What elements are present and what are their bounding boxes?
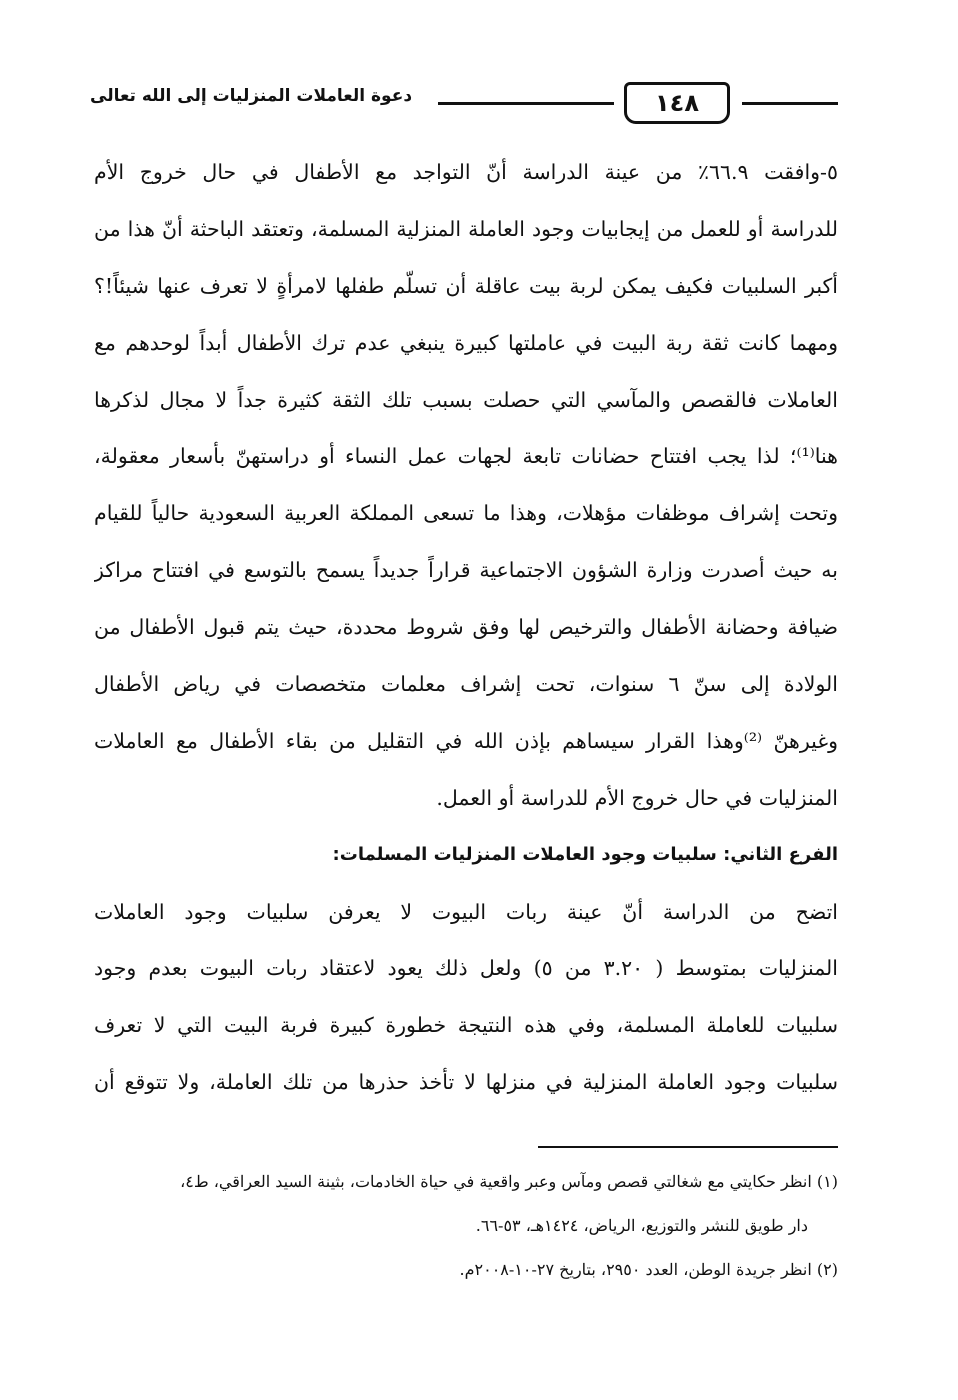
footnote-1-continuation: دار طويق للنشر والتوزيع، الرياض، ١٤٢٤هـ، ٥٣-٦٦. xyxy=(475,1216,808,1235)
main-text xyxy=(94,144,838,1111)
text-line: به حيث أصدرت وزارة الشؤون الاجتماعية قراراً جديداً يسمح بالتوسع في افتتاح مراكز xyxy=(94,558,838,583)
text-line: ومهما كانت ثقة ربة البيت في عاملتها كبيرة ينبغي عدم ترك الأطفال أبداً لوحدهم مع xyxy=(94,330,838,355)
text-line: هنا⁽¹⁾؛ لذا يجب افتتاح حضانات تابعة لجهات عمل النساء أو دراستهنّ بأسعار معقولة، xyxy=(94,444,838,469)
running-title: دعوة العاملات المنزليات إلى الله تعالى xyxy=(90,86,413,106)
text-line: سلبيات وجود العاملة المنزلية في منزلها لا تأخذ حذرها من تلك العاملة، ولا تتوقع أن xyxy=(94,1070,838,1095)
section-heading: الفرع الثاني: سلبيات وجود العاملات المنزليات المسلمات: xyxy=(332,843,838,865)
page-number: ١٤٨ xyxy=(624,82,730,124)
text-line: للدراسة أو للعمل من إيجابيات وجود العاملة المنزلية المسلمة، وتعتقد الباحثة أنّ هذا من xyxy=(94,216,838,241)
header-rule-middle xyxy=(438,102,614,105)
text-line: العاملات فالقصص والمآسي التي حصلت بسبب تلك الثقة كثيرة جداً لا مجال لذكرها xyxy=(94,387,838,412)
text-line: المنزليات بمتوسط ( ٣.٢٠ من ٥) ولعل ذلك يعود لاعتقاد ربات البيوت بعدم وجود xyxy=(94,956,838,981)
text-line: أكبر السلبيات فكيف يمكن لربة بيت عاقلة أن تسلّم طفلها لامرأةٍ لا تعرف عنها شيئاً!؟ xyxy=(94,273,838,298)
text-line: ٥-وافقت ٦٦.٩٪ من عينة الدراسة أنّ التواجد مع الأطفال في حال خروج الأم xyxy=(94,160,838,184)
text-line: المنزليات في حال خروج الأم للدراسة أو العمل. xyxy=(436,785,838,810)
text-line: وتحت إشراف موظفات مؤهلات، وهذا ما تسعى المملكة العربية السعودية حالياً للقيام xyxy=(94,501,838,526)
text-line: وغيرهنّ ⁽²⁾وهذا القرار سيساهم بإذن الله في التقليل من بقاء الأطفال مع العاملات xyxy=(94,728,838,753)
footnote-2: (٢) انظر جريدة الوطن، العدد ٢٩٥٠، بتاريخ ٢٧-١٠-٢٠٠٨م. xyxy=(459,1260,838,1279)
footnotes xyxy=(94,1160,838,1292)
running-header xyxy=(90,80,838,126)
text-line: سلبيات للعاملة المسلمة، وفي هذه النتيجة خطورة كبيرة فربة البيت التي لا تعرف xyxy=(94,1013,838,1038)
header-rule-right xyxy=(742,102,838,105)
text-line: اتضح من الدراسة أنّ عينة ربات البيوت لا يعرفن سلبيات وجود العاملات xyxy=(94,899,838,924)
footnote-separator xyxy=(538,1146,838,1148)
text-line: الولادة إلى سنّ ٦ سنوات، تحت إشراف معلمات متخصصات في رياض الأطفال xyxy=(94,672,838,697)
footnote-1: (١) انظر حكايتي مع شغالتي قصص ومآس وعبر واقعية في حياة الخادمات، بثينة السيد العراقي، ط٤، xyxy=(180,1172,838,1191)
text-line: ضيافة وحضانة الأطفال والترخيص لها وفق شروط محددة، حيث يتم قبول الأطفال من xyxy=(94,615,838,640)
